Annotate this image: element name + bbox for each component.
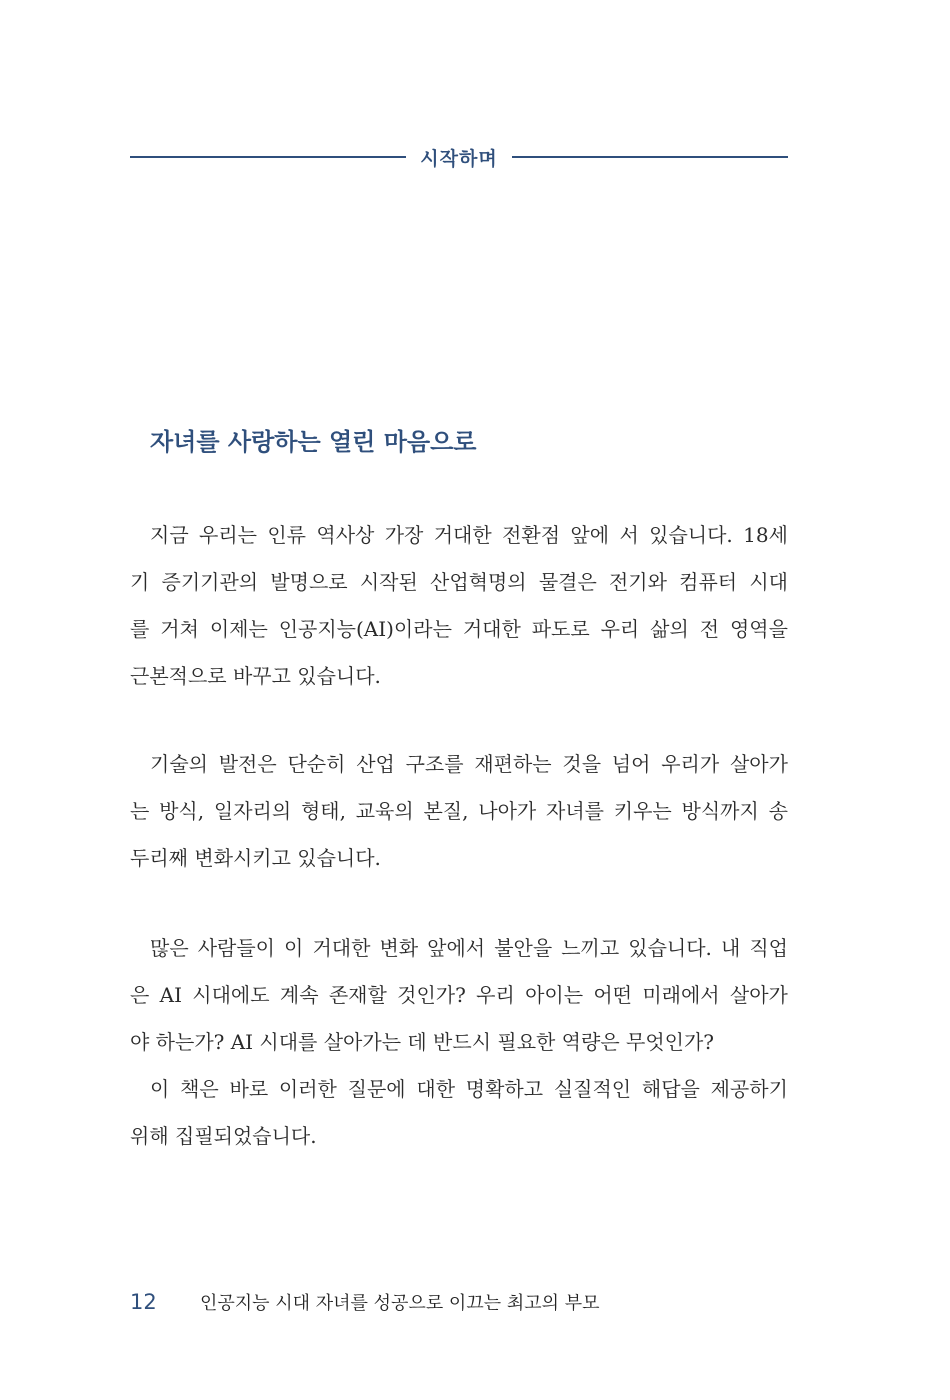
paragraph-line: 지금 우리는 인류 역사상 가장 거대한 전환점 앞에 서 있습니다. 18세 bbox=[150, 523, 788, 547]
paragraph-1 bbox=[130, 517, 788, 705]
paragraph-line: 를 거쳐 이제는 인공지능(AI)이라는 거대한 파도로 우리 삶의 전 영역을 bbox=[130, 617, 788, 641]
paragraph-3 bbox=[130, 930, 788, 1165]
paragraph-line: 두리째 변화시키고 있습니다. bbox=[130, 846, 381, 870]
paragraph-2 bbox=[130, 746, 788, 887]
section-title: 자녀를 사랑하는 열린 마음으로 bbox=[150, 428, 477, 456]
paragraph-line: 근본적으로 바꾸고 있습니다. bbox=[130, 664, 381, 688]
paragraph-line: 기술의 발전은 단순히 산업 구조를 재편하는 것을 넘어 우리가 살아가 bbox=[150, 752, 788, 776]
paragraph-line: 이 책은 바로 이러한 질문에 대한 명확하고 실질적인 해답을 제공하기 bbox=[150, 1077, 788, 1101]
page-number: 12 bbox=[130, 1290, 157, 1314]
header-rule-right bbox=[512, 156, 788, 158]
chapter-header bbox=[130, 145, 788, 169]
page-footer bbox=[130, 1287, 599, 1317]
paragraph-line: 은 AI 시대에도 계속 존재할 것인가? 우리 아이는 어떤 미래에서 살아가 bbox=[130, 983, 788, 1007]
paragraph-line: 야 하는가? AI 시대를 살아가는 데 반드시 필요한 역량은 무엇인가? bbox=[130, 1030, 715, 1054]
paragraph-line: 위해 집필되었습니다. bbox=[130, 1124, 317, 1148]
header-rule-left bbox=[130, 156, 406, 158]
running-title: 인공지능 시대 자녀를 성공으로 이끄는 최고의 부모 bbox=[200, 1293, 600, 1314]
paragraph-line: 기 증기기관의 발명으로 시작된 산업혁명의 물결은 전기와 컴퓨터 시대 bbox=[130, 570, 788, 594]
chapter-header-label: 시작하며 bbox=[420, 147, 498, 170]
paragraph-line: 는 방식, 일자리의 형태, 교육의 본질, 나아가 자녀를 키우는 방식까지 송 bbox=[130, 799, 788, 823]
paragraph-line: 많은 사람들이 이 거대한 변화 앞에서 불안을 느끼고 있습니다. 내 직업 bbox=[150, 936, 788, 960]
